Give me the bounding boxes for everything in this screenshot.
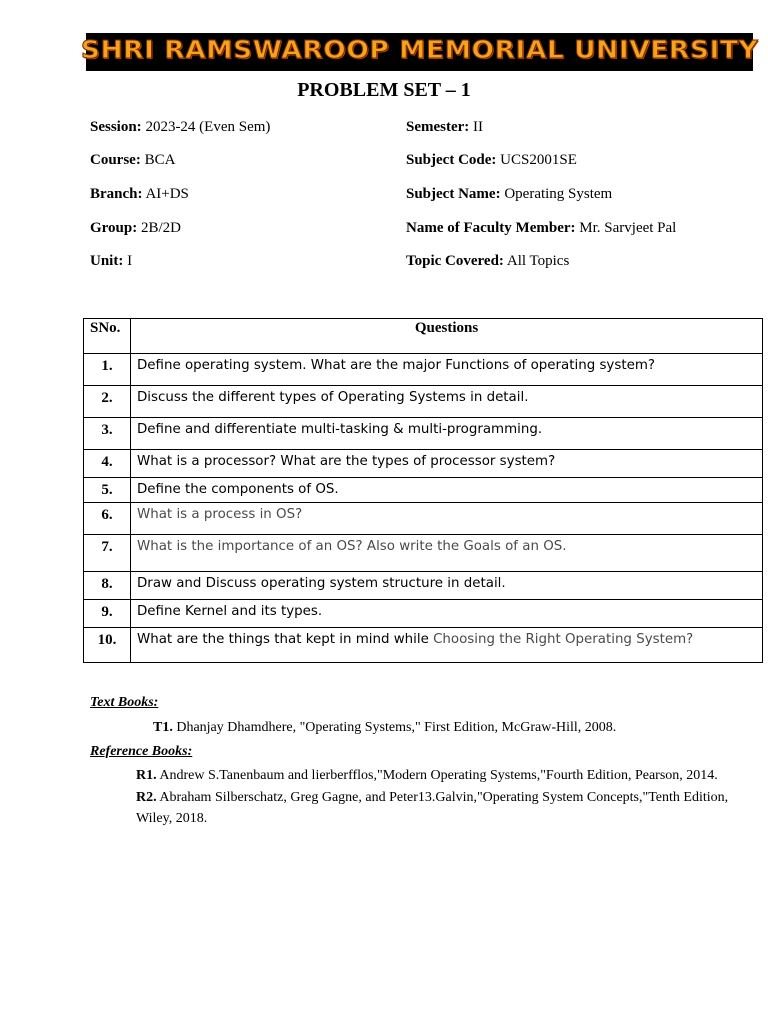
table-row [84,572,763,600]
reference-book-item-continued: Wiley, 2018. [136,811,208,826]
header-questions: Questions [131,319,763,354]
question-text: Define and differentiate multi-tasking & multi-programming. [131,418,763,450]
university-name: SHRI RAMSWAROOP MEMORIAL UNIVERSITY [80,35,759,64]
table-row [84,628,763,663]
reference-book-item: R1. Andrew S.Tanenbaum and lierberfflos,"Modern Operating Systems,"Fourth Edition, Pearson, 2014. [136,768,718,783]
meta-group: Group: 2B/2D [90,220,181,236]
meta-course: Course: BCA [90,152,176,168]
reference-books-heading: Reference Books: [90,744,193,759]
meta-topic: Topic Covered: All Topics [406,253,570,269]
row-number: 7. [84,535,131,572]
meta-session: Session: 2023-24 (Even Sem) [90,119,271,135]
page-title: PROBLEM SET – 1 [297,79,471,101]
row-number: 2. [84,386,131,418]
row-number: 5. [84,478,131,503]
question-text: Define Kernel and its types. [131,600,763,628]
meta-subject-code: Subject Code: UCS2001SE [406,152,577,168]
meta-subject-name: Subject Name: Operating System [406,186,613,202]
question-text: What are the things that kept in mind while Choosing the Right Operating System? [131,628,763,663]
row-number: 10. [84,628,131,663]
text-book-item: T1. Dhanjay Dhamdhere, "Operating Systems," First Edition, McGraw-Hill, 2008. [153,720,617,735]
table-row [84,450,763,478]
meta-branch: Branch: AI+DS [90,186,189,202]
reference-book-item: R2. Abraham Silberschatz, Greg Gagne, and Peter13.Galvin,"Operating System Concepts,"Tenth Edition, [136,790,729,805]
row-number: 3. [84,418,131,450]
text-books-heading: Text Books: [90,695,159,710]
table-row [84,600,763,628]
table-row [84,478,763,503]
question-text: Define operating system. What are the major Functions of operating system? [131,354,763,386]
row-number: 8. [84,572,131,600]
question-text: Define the components of OS. [131,478,763,503]
question-text: What is a processor? What are the types of processor system? [131,450,763,478]
question-text: What is a process in OS? [131,503,763,535]
table-row [84,386,763,418]
table-row [84,503,763,535]
header-sno: SNo. [84,319,131,354]
row-number: 6. [84,503,131,535]
question-text: What is the importance of an OS? Also write the Goals of an OS. [131,535,763,572]
university-banner [80,33,759,71]
question-text: Discuss the different types of Operating Systems in detail. [131,386,763,418]
questions-table [83,318,763,663]
table-row [84,418,763,450]
meta-semester: Semester: II [406,119,484,135]
row-number: 1. [84,354,131,386]
table-row [84,354,763,386]
meta-faculty: Name of Faculty Member: Mr. Sarvjeet Pal [406,220,677,236]
row-number: 9. [84,600,131,628]
question-text: Draw and Discuss operating system structure in detail. [131,572,763,600]
table-row [84,535,763,572]
meta-unit: Unit: I [90,253,133,269]
row-number: 4. [84,450,131,478]
table-header-row [84,319,763,354]
